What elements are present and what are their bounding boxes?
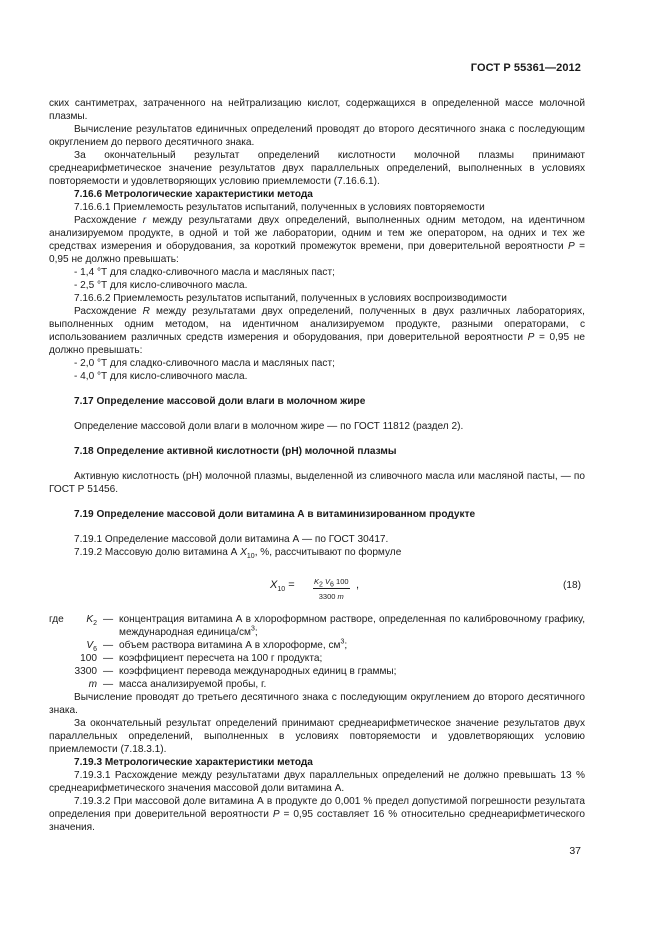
paragraph: 7.16.6.1 Приемлемость результатов испытаний, полученных в условиях повторяемости — [74, 202, 485, 213]
paragraph: Вычисление результатов единичных определений проводят до второго десятичного знака с последующим округлением до первого десятичного знака. — [49, 124, 585, 148]
paragraph: ских сантиметрах, затраченного на нейтрализацию кислот, содержащихся в определенной массе молочной плазмы. — [49, 98, 585, 122]
document-header: ГОСТ Р 55361—2012 — [470, 62, 581, 74]
paragraph: 7.19.3.2 При массовой доле витамина А в продукте до 0,001 % предел допустимой погрешности результата определения при доверительной вероятности P = 0,95 составляет 16 % относительно среднеарифметического значения. — [49, 796, 585, 833]
list-item: - 2,5 °T для кисло-сливочного масла. — [74, 280, 248, 291]
formula-lhs: $X_{10}$ = — [270, 579, 295, 594]
paragraph: 7.19.1 Определение массовой доли витамина А — по ГОСТ 30417. — [74, 534, 389, 545]
section-heading: 7.17 Определение массовой доли влаги в молочном жире — [74, 396, 366, 407]
paragraph: Определение массовой доли влаги в молочном жире — по ГОСТ 11812 (раздел 2). — [74, 421, 464, 432]
paragraph: 7.19.3.1 Расхождение между результатами двух параллельных определений не должно превышать 13 % среднеарифметического значения массовой доли витамина А. — [49, 770, 585, 794]
section-heading: 7.19 Определение массовой доли витамина А в витаминизированном продукте — [74, 509, 476, 520]
section-heading: 7.19.3 Метрологические характеристики метода — [74, 757, 313, 768]
paragraph: Расхождение R между результатами двух определений, полученных в двух различных лабораториях, выполненных одним методом, на идентичном анализируемом продукте, разными операторами, с использованием различных средств измерения и оборудования, при доверительной вероятности P = 0,95 не должно превышать: — [49, 306, 585, 356]
page-number: 37 — [569, 845, 581, 857]
formula-comma: , — [356, 579, 360, 591]
definitions-list — [49, 613, 585, 691]
formula-denominator: 3300 m — [318, 592, 344, 601]
definition-row: где $K_2$ — концентрация витамина А в хлороформном растворе, определенная по калибровочному графику, международная единица/$см^3$; — [49, 614, 585, 638]
paragraph: 7.16.6.2 Приемлемость результатов испытаний, полученных в условиях воспроизводимости — [74, 293, 507, 304]
definition-row: $V_6$ — объем раствора витамина А в хлороформе, $см^3$; — [86, 638, 348, 654]
section-heading: 7.16.6 Метрологические характеристики метода — [74, 189, 313, 200]
paragraph: Вычисление проводят до третьего десятичного знака с последующим округлением до второго десятичного знака. — [49, 692, 585, 716]
paragraph: Расхождение r между результатами двух определений, выполненных одним методом, на идентичном анализируемом продукте, в одной и той же лаборатории, одним и тем же оператором, на одних и тех же средствах измерения и оборудования, за короткий промежуток времени, при доверительной вероятности P = 0,95 не должно превышать: — [49, 215, 585, 265]
formula-fraction — [313, 575, 350, 603]
definition-row: 100 — коэффициент пересчета на 100 г продукта; — [80, 653, 323, 664]
list-item: - 1,4 °T для сладко-сливочного масла и масляных паст; — [74, 267, 335, 278]
formula-numerator: $K_2$ $V_6$ 100 — [314, 577, 349, 589]
definition-row: 3300 — коэффициент перевода международных единиц в граммы; — [74, 666, 397, 677]
formula-number: (18) — [563, 580, 581, 591]
page-body — [49, 97, 585, 834]
formula-18 — [49, 569, 585, 605]
paragraph: 7.19.2 Массовую долю витамина А $X_{10}$, %, рассчитывают по формуле — [74, 547, 402, 561]
definition-row: m — масса анализируемой пробы, г. — [88, 679, 267, 690]
list-item: - 2,0 °T для сладко-сливочного масла и масляных паст; — [74, 358, 335, 369]
paragraph: За окончательный результат определений принимают среднеарифметическое значение результатов двух параллельных определений, выполненных в условиях повторяемости и удовлетворяющих условию приемлемости (7.18.3.1). — [49, 718, 585, 755]
paragraph: Активную кислотность (рН) молочной плазмы, выделенной из сливочного масла или масляной пасты, — по ГОСТ Р 51456. — [49, 471, 585, 495]
list-item: - 4,0 °T для кисло-сливочного масла. — [74, 371, 248, 382]
paragraph: За окончательный результат определений кислотности молочной плазмы принимают среднеарифметическое значение результатов двух параллельных определений, выполненных в условиях повторяемости и удовлетворяющих условию приемлемости (7.16.6.1). — [49, 150, 585, 187]
section-heading: 7.18 Определение активной кислотности (рН) молочной плазмы — [74, 446, 397, 457]
